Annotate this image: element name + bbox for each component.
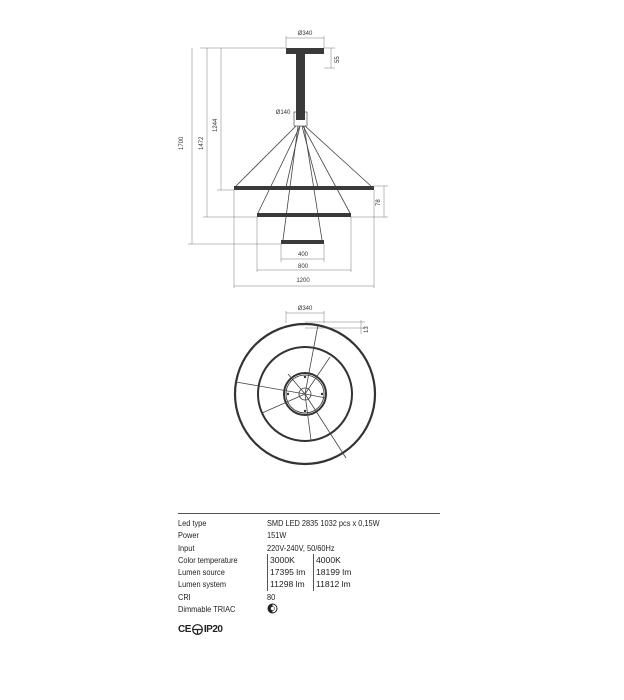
spec-row-dimmable — [178, 603, 440, 615]
top-view — [235, 306, 375, 464]
certification-marks — [178, 624, 222, 635]
spec-value-4000k — [313, 566, 351, 578]
double-insulation-icon — [192, 624, 203, 635]
spec-value-text: 4000K — [316, 554, 341, 565]
spec-value-text: 11812 lm — [316, 579, 351, 590]
canopy — [286, 48, 324, 54]
spec-row-input — [178, 542, 440, 554]
top-canopy-diameter-label: Ø340 — [297, 306, 313, 312]
spec-label: Dimmable TRIAC — [178, 604, 236, 615]
height-mid-label: 1472 — [199, 136, 205, 150]
spec-label: Lumen source — [178, 567, 225, 578]
height-top-label: 1244 — [213, 118, 219, 132]
spec-label: Led type — [178, 518, 207, 528]
width-large-label: 1200 — [296, 278, 310, 284]
width-small-label: 400 — [297, 252, 309, 258]
suspension-rod — [296, 54, 305, 120]
spec-value-text: 3000K — [270, 554, 295, 565]
spec-value-text: 17395 lm — [270, 567, 306, 578]
ring-height-label: 78 — [376, 199, 382, 206]
spec-value-4000k — [313, 578, 351, 590]
top-offset-label: 13 — [364, 326, 370, 333]
spec-value: SMD LED 2835 1032 pcs x 0,15W — [267, 518, 380, 528]
spec-label: Color temperature — [178, 554, 238, 565]
spec-label: Power — [178, 530, 199, 541]
dimmable-icon — [267, 603, 278, 614]
spec-row-cri — [178, 591, 440, 603]
spec-label: Lumen system — [178, 579, 227, 590]
rod-diameter-label: Ø140 — [275, 110, 291, 116]
width-mid-label: 800 — [297, 264, 309, 270]
spec-row-led-type — [178, 517, 440, 529]
spec-row-power — [178, 529, 440, 541]
ce-mark: CE — [178, 624, 191, 635]
spec-value-text: 11298 lm — [270, 579, 305, 590]
spec-row-color-temperature — [178, 554, 440, 566]
height-total-label: 1700 — [179, 136, 185, 150]
ip-rating: IP20 — [203, 624, 223, 635]
canopy-diameter-label: Ø340 — [297, 31, 313, 37]
spec-row-lumen-source — [178, 566, 440, 578]
spec-value: 220V-240V, 50/60Hz — [267, 542, 335, 553]
spec-value-3000k — [267, 578, 313, 590]
large-ring-side — [234, 186, 374, 190]
spec-label: Input — [178, 542, 195, 553]
spec-value-text: 18199 lm — [316, 567, 352, 578]
side-view — [179, 31, 388, 288]
spec-value-3000k — [267, 554, 313, 566]
spec-value: 151W — [267, 530, 287, 541]
spec-table — [178, 513, 440, 615]
spec-row-lumen-system — [178, 578, 440, 590]
spec-value-4000k — [313, 554, 341, 566]
spec-label: CRI — [178, 591, 191, 602]
spec-top-rule — [178, 513, 440, 514]
canopy-height-label: 55 — [335, 56, 341, 63]
small-ring-side — [281, 240, 324, 244]
mid-ring-side — [257, 213, 351, 217]
spec-value-3000k — [267, 566, 313, 578]
spec-value: 80 — [267, 591, 276, 602]
